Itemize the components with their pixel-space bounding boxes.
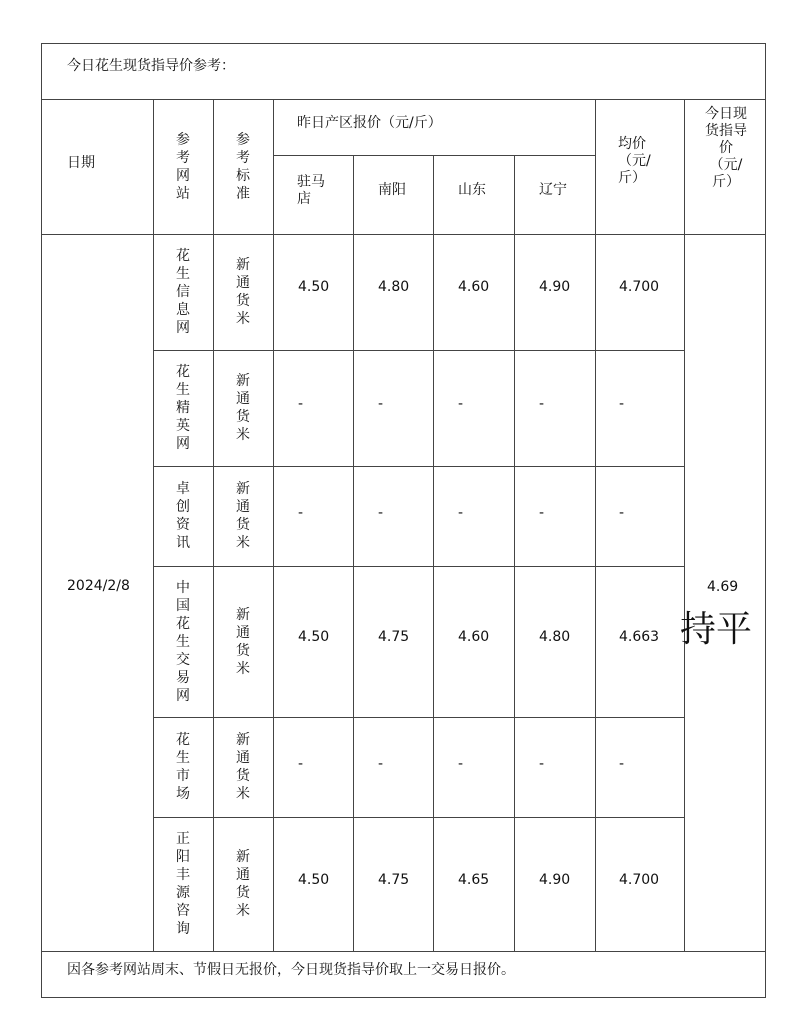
divider (595, 99, 596, 951)
standard-name: 新通货米 (236, 606, 250, 677)
divider (353, 155, 354, 951)
price-cell: - (539, 756, 545, 772)
price-cell: - (458, 396, 464, 412)
footnote: 因各参考网站周末、节假日无报价，今日现货指导价取上一交易日报价。 (67, 962, 515, 978)
header-region-liaoning: 辽宁 (539, 182, 567, 198)
header-guide: 今日现货指导价（元/斤） (705, 106, 747, 190)
divider (433, 155, 434, 951)
divider (514, 155, 515, 951)
standard-name: 新通货米 (236, 732, 250, 802)
header-avg: 均价（元/斤） (618, 136, 651, 186)
price-cell: - (539, 396, 545, 412)
standard-name: 新通货米 (236, 257, 250, 327)
avg-cell: - (619, 505, 625, 521)
price-cell: - (378, 396, 384, 412)
date-value: 2024/2/8 (67, 578, 130, 594)
avg-cell: - (619, 756, 625, 772)
header-date: 日期 (67, 155, 95, 171)
header-yesterday-group: 昨日产区报价（元/斤） (297, 115, 442, 131)
avg-cell: 4.700 (619, 279, 660, 295)
price-cell: - (298, 505, 304, 521)
price-cell: 4.90 (539, 279, 571, 295)
avg-cell: - (619, 396, 625, 412)
price-cell: 4.75 (378, 872, 410, 888)
price-cell: 4.80 (378, 279, 410, 295)
header-standard: 参考标准 (236, 131, 250, 202)
divider (273, 155, 595, 156)
header-region-shandong: 山东 (458, 182, 486, 198)
price-cell: - (298, 396, 304, 412)
standard-name: 新通货米 (236, 373, 250, 443)
site-name: 卓创资讯 (176, 481, 190, 551)
guide-trend: 持平 (680, 609, 753, 650)
site-name: 正阳丰源咨询 (176, 831, 190, 937)
guide-value: 4.69 (707, 579, 739, 595)
site-name: 花生精英网 (176, 364, 190, 452)
price-cell: 4.50 (298, 629, 330, 645)
price-table (41, 43, 766, 998)
price-cell: - (378, 756, 384, 772)
price-cell: - (298, 756, 304, 772)
divider (42, 99, 765, 100)
divider (42, 951, 765, 952)
site-name: 中国花生交易网 (176, 579, 190, 704)
divider (273, 99, 274, 951)
price-cell: 4.90 (539, 872, 571, 888)
header-region-zhumadian: 驻马店 (297, 174, 325, 207)
site-name: 花生市场 (176, 732, 190, 802)
price-cell: 4.65 (458, 872, 490, 888)
divider (42, 234, 765, 235)
standard-name: 新通货米 (236, 849, 250, 919)
price-cell: 4.50 (298, 279, 330, 295)
table-title: 今日花生现货指导价参考： (67, 58, 235, 74)
price-cell: 4.60 (458, 629, 490, 645)
price-cell: 4.80 (539, 629, 571, 645)
avg-cell: 4.663 (619, 629, 660, 645)
site-name: 花生信息网 (176, 248, 190, 336)
standard-name: 新通货米 (236, 481, 250, 551)
header-region-nanyang: 南阳 (378, 182, 406, 198)
divider (684, 99, 685, 951)
avg-cell: 4.700 (619, 872, 660, 888)
price-cell: 4.50 (298, 872, 330, 888)
price-cell: 4.75 (378, 629, 410, 645)
header-site: 参考网站 (176, 131, 190, 202)
price-cell: 4.60 (458, 279, 490, 295)
price-cell: - (458, 505, 464, 521)
price-cell: - (539, 505, 545, 521)
price-cell: - (458, 756, 464, 772)
price-cell: - (378, 505, 384, 521)
